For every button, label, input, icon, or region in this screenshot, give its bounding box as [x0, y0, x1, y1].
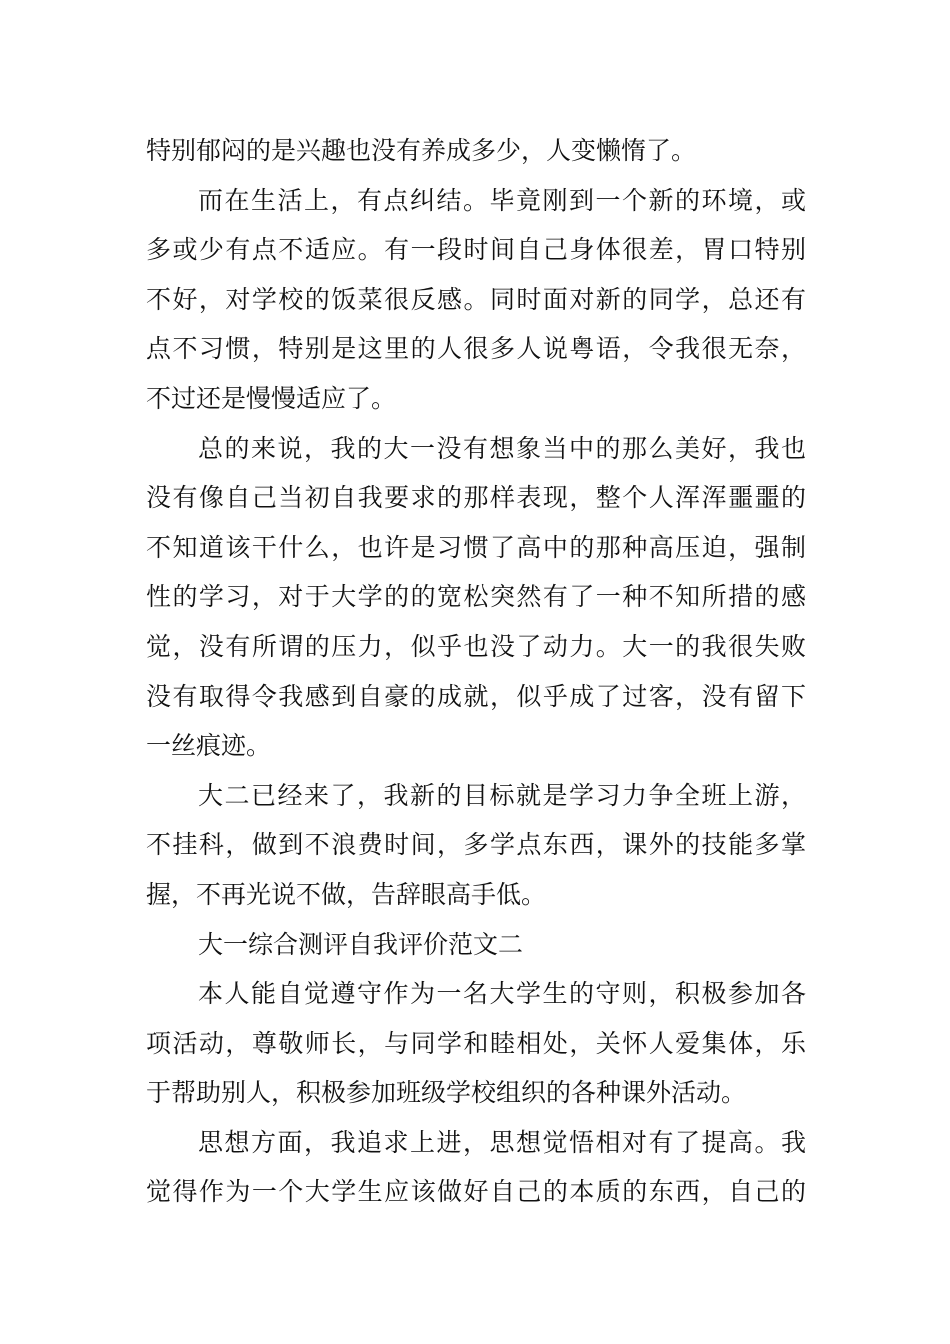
- text-line: 思想方面，我追求上进，思想觉悟相对有了提高。我: [198, 1127, 806, 1157]
- paragraph-thought: [146, 1118, 806, 1217]
- paragraph-goals: [146, 771, 806, 920]
- paragraph-continuation: [146, 126, 806, 176]
- text-line: 不好，对学校的饭菜很反感。同时面对新的同学，总还有: [146, 284, 806, 314]
- text-line: 不挂科，做到不浪费时间，多学点东西，课外的技能多掌: [146, 830, 806, 860]
- text-line: 不过还是慢慢适应了。: [146, 383, 397, 413]
- text-line: 总的来说，我的大一没有想象当中的那么美好，我也: [198, 433, 806, 463]
- text-line: 多或少有点不适应。有一段时间自己身体很差，胃口特别: [146, 235, 806, 265]
- text-line: 觉，没有所谓的压力，似乎也没了动力。大一的我很失败: [146, 631, 806, 661]
- text-line: 特别郁闷的是兴趣也没有养成多少，人变懒惰了。: [146, 136, 697, 165]
- text-line: 没有像自己当初自我要求的那样表现，整个人浑浑噩噩的: [146, 483, 806, 513]
- text-line: 大二已经来了，我新的目标就是学习力争全班上游，: [198, 780, 806, 810]
- text-line: 于帮助别人，积极参加班级学校组织的各种课外活动。: [146, 1078, 747, 1108]
- text-line: 不知道该干什么，也许是习惯了高中的那种高压迫，强制: [146, 532, 806, 562]
- text-line: 本人能自觉遵守作为一名大学生的守则，积极参加各: [198, 979, 806, 1009]
- text-line: 觉得作为一个大学生应该做好自己的本质的东西，自己的: [146, 1177, 806, 1207]
- text-line: 项活动，尊敬师长，与同学和睦相处，关怀人爱集体，乐: [146, 1028, 806, 1058]
- heading-line: 大一综合测评自我评价范文二: [198, 929, 524, 959]
- text-line: 性的学习，对于大学的的宽松突然有了一种不知所措的感: [146, 582, 806, 612]
- text-line: 而在生活上，有点纠结。毕竟刚到一个新的环境，或: [198, 185, 806, 215]
- section-heading: [146, 920, 806, 970]
- paragraph-summary: [146, 424, 806, 771]
- paragraph-conduct: [146, 969, 806, 1118]
- document-body: [146, 126, 806, 1217]
- paragraph-life: [146, 176, 806, 424]
- text-line: 握，不再光说不做，告辞眼高手低。: [146, 879, 547, 909]
- text-line: 点不习惯，特别是这里的人很多人说粤语，令我很无奈，: [146, 334, 806, 364]
- text-line: 没有取得令我感到自豪的成就，似乎成了过客，没有留下: [146, 681, 806, 711]
- text-line: 一丝痕迹。: [146, 731, 272, 761]
